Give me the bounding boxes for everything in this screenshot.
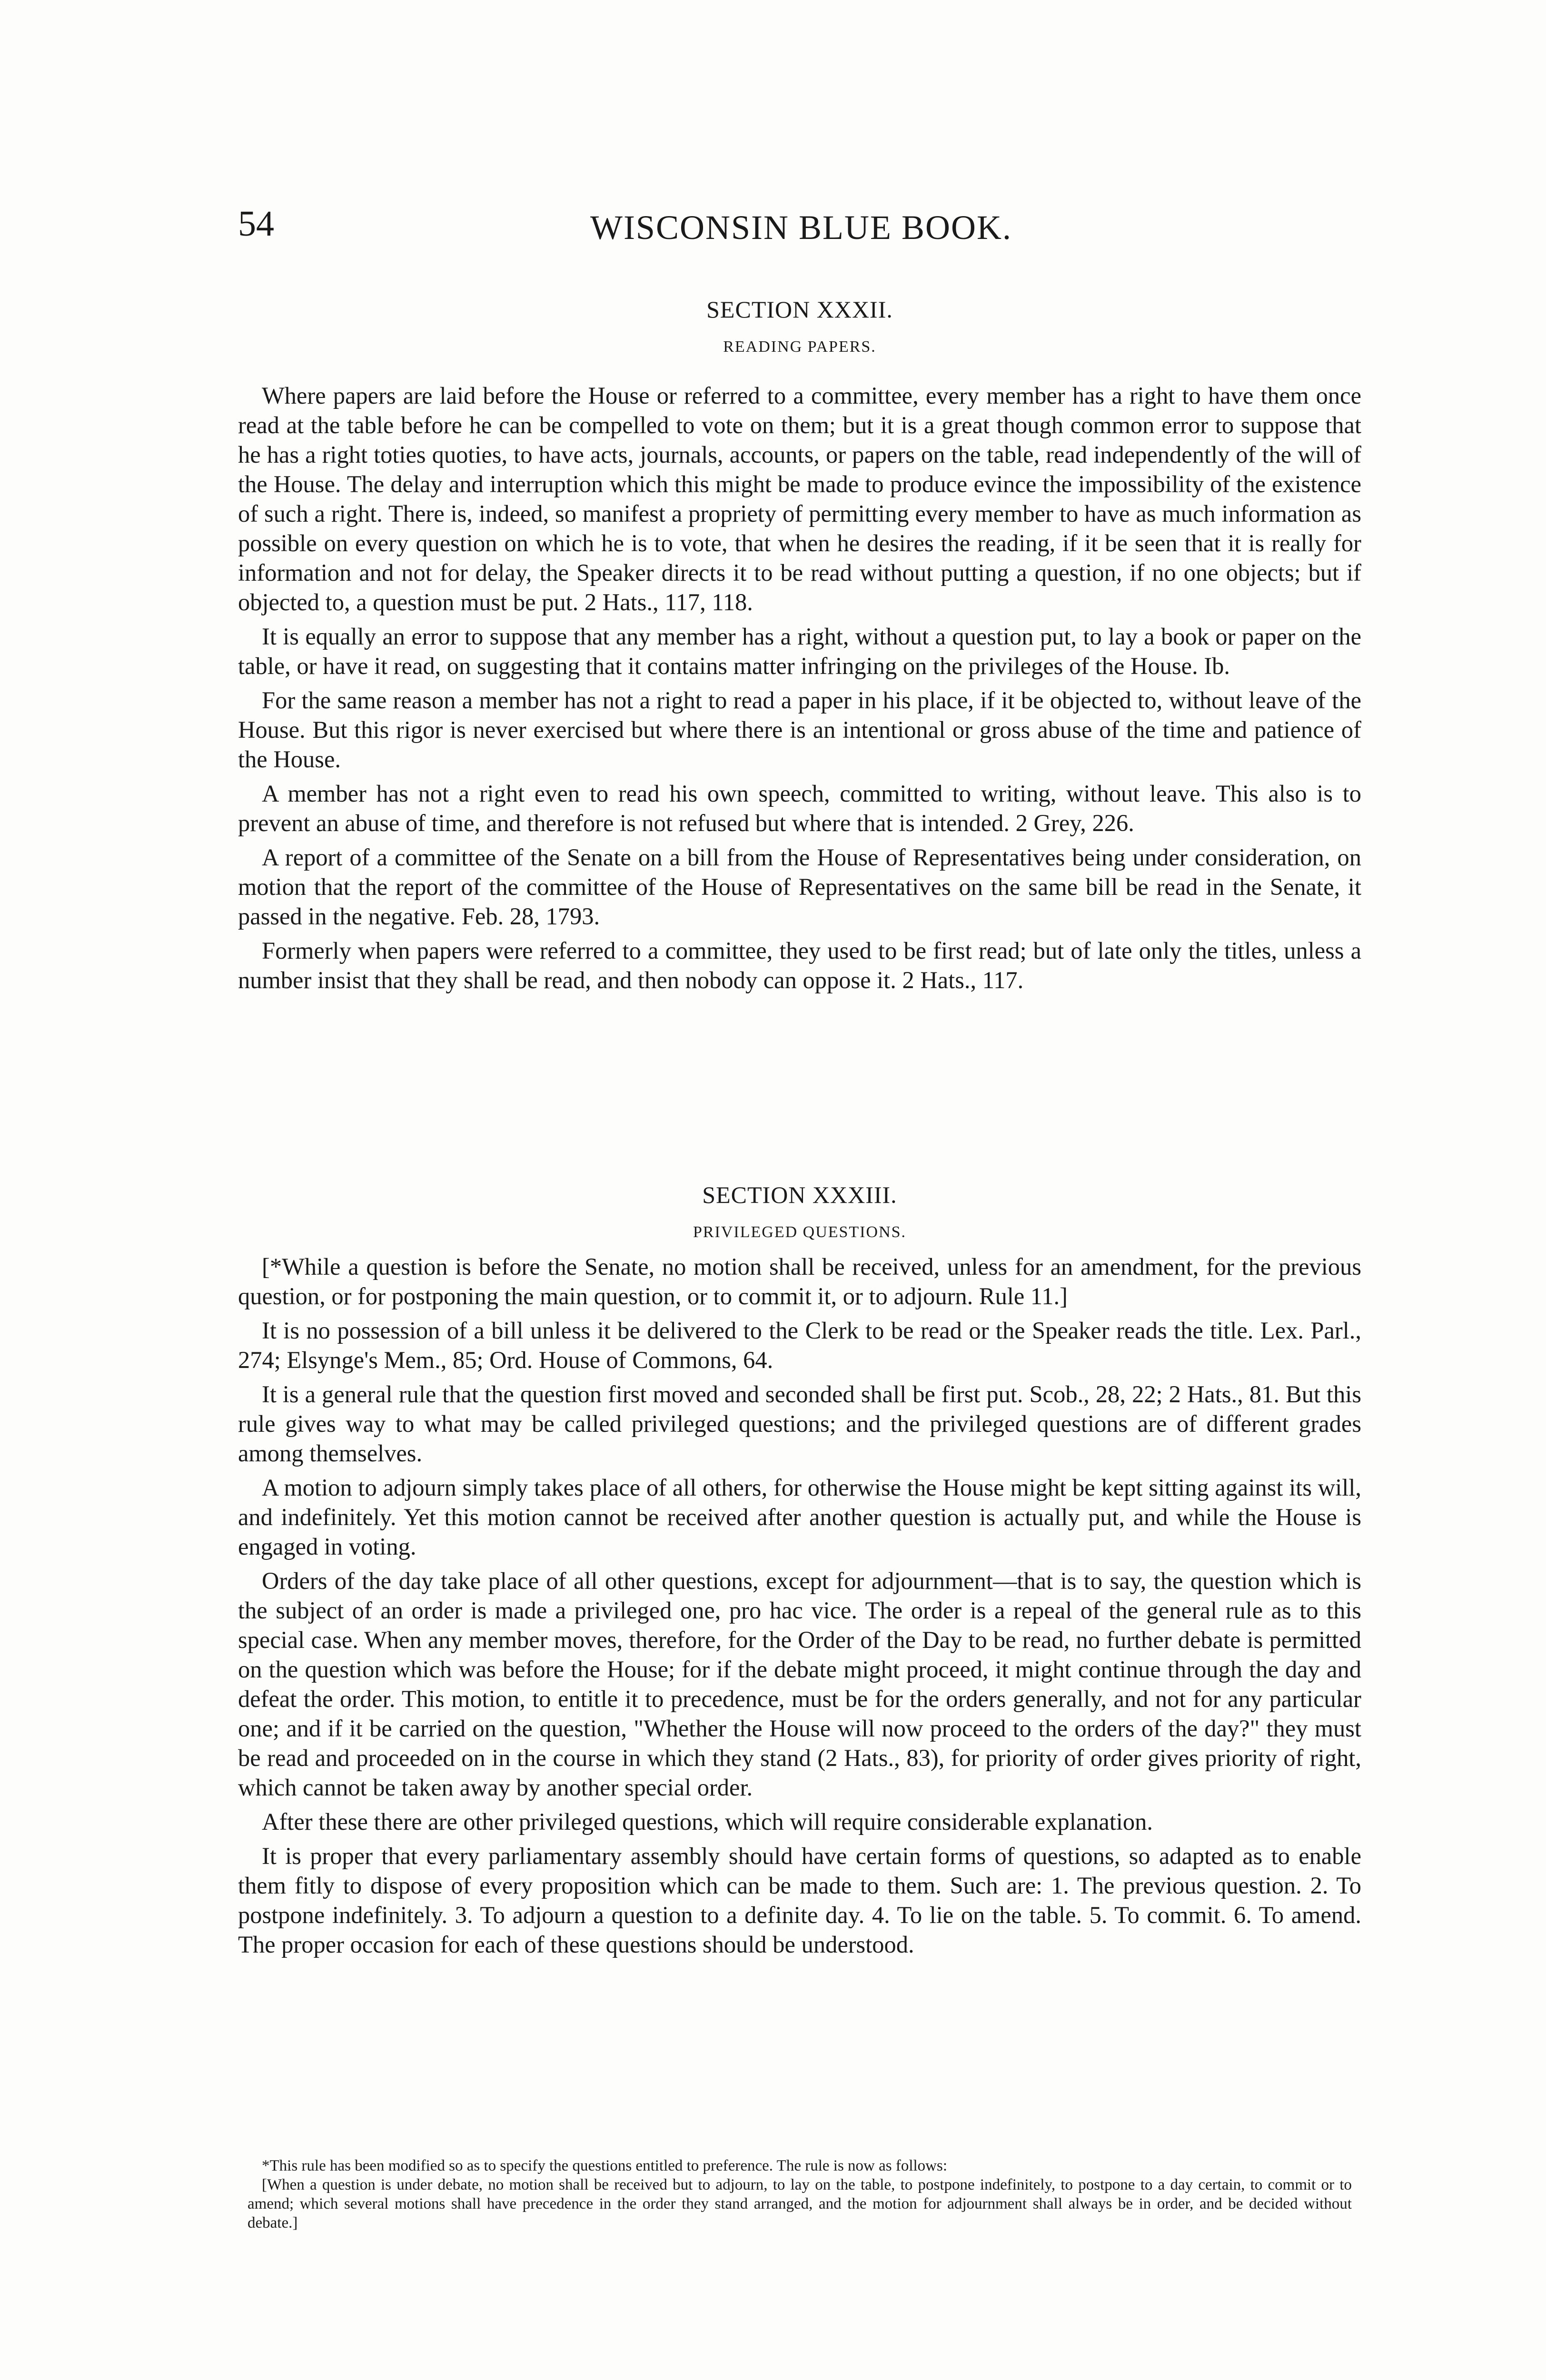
paragraph: Where papers are laid before the House or referred to a committee, every member has a right to have them once read at the table before he can be compelled to vote on them; but it is a great though common error to suppose that he has a right toties quoties, to have acts, journals, accounts, or papers on the table, read independently of the will of the House. The delay and interruption which this might be made to produce evince the impossibility of the existence of such a right. There is, indeed, so manifest a propriety of permitting every member to have as much information as possible on every question on which he is to vote, that when he desires the reading, if it be seen that it is really for information and not for delay, the Speaker directs it to be read without putting a question, if no one objects; but if objected to, a question must be put. 2 Hats., 117, 118. [238,382,1361,615]
section-xxxii [238,293,1361,361]
page-header [238,200,1380,252]
footnotes [248,2156,1352,2232]
paragraph: Formerly when papers were referred to a committee, they used to be first read; but of late only the titles, unless a number insist that they shall be read, and then nobody can oppose it. 2 Hats., 117. [238,937,1361,993]
section-xxxii-body [238,381,1361,995]
paragraph: After these there are other privileged questions, which will require considerable explanation. [262,1808,1153,1835]
section-subtitle: READING PAPERS. [723,338,876,356]
paragraph: Orders of the day take place of all other questions, except for adjournment—that is to say, the question which is the subject of an order is made a privileged one, pro hac vice. The order is a repeal of the general rule as to this special case. When any member moves, therefore, for the Order of the Day to be read, no further debate is permitted on the question which was before the House; for if the debate might proceed, it might continue through the day and defeat the order. This motion, to entitle it to precedence, must be for the orders generally, and not for any particular one; and if it be carried on the question, "Whether the House will now proceed to the orders of the day?" they must be read and proceeded on in the course in which they stand (2 Hats., 83), for priority of order gives priority of right, which cannot be taken away by another special order. [238,1567,1361,1801]
paragraph: It is a general rule that the question first moved and seconded shall be first put. Scob., 28, 22; 2 Hats., 81. But this rule gives way to what may be called privileged questions; and the privileged questions are of different grades among themselves. [238,1381,1361,1467]
footnote: *This rule has been modified so as to specify the questions entitled to preference. The rule is now as follows: [262,2157,948,2174]
paragraph: It is no possession of a bill unless it be delivered to the Clerk to be read or the Speaker reads the title. Lex. Parl., 274; Elsynge's Mem., 85; Ord. House of Commons, 64. [238,1317,1361,1373]
paragraph: A motion to adjourn simply takes place of all others, for otherwise the House might be kept sitting against its will, and indefinitely. Yet this motion cannot be received after another question is actually put, and while the House is engaged in voting. [238,1474,1361,1560]
running-head: WISCONSIN BLUE BOOK. [590,208,1012,247]
section-xxxiii-body [238,1252,1361,1959]
paragraph: A member has not a right even to read his own speech, committed to writing, without leave. This also is to prevent an abuse of time, and therefore is not refused but where that is intended. 2 Grey, 226. [238,780,1361,836]
section-subtitle: PRIVILEGED QUESTIONS. [693,1223,907,1241]
section-title: SECTION XXXIII. [702,1181,897,1208]
paragraph: A report of a committee of the Senate on a bill from the House of Representatives being under consideration, on motion that the report of the committee of the House of Representatives on the same bill be read in the Senate, it passed in the negative. Feb. 28, 1793. [238,844,1361,930]
section-xxxiii [238,1178,1361,1247]
footnote: [When a question is under debate, no motion shall be received but to adjourn, to lay on the table, to postpone indefinitely, to postpone to a day certain, to commit or to amend; which several motions shall have precedence in the order they stand arranged, and the motion for adjournment shall always be in order, and be decided without debate.] [248,2176,1352,2231]
paragraph: It is proper that every parliamentary assembly should have certain forms of questions, so adapted as to enable them fitly to dispose of every proposition which can be made to them. Such are: 1. The previous question. 2. To postpone indefinitely. 3. To adjourn a question to a definite day. 4. To lie on the table. 5. To commit. 6. To amend. The proper occasion for each of these questions should be understood. [238,1843,1361,1958]
page-number: 54 [238,204,274,244]
paragraph: It is equally an error to suppose that any member has a right, without a question put, to lay a book or paper on the table, or have it read, on suggesting that it contains matter infringing on the privileges of the House. Ib. [238,623,1361,679]
paragraph: For the same reason a member has not a right to read a paper in his place, if it be objected to, without leave of the House. But this rigor is never exercised but where there is an intentional or gross abuse of the time and patience of the House. [238,687,1361,773]
paragraph: [*While a question is before the Senate, no motion shall be received, unless for an amendment, for the previous question, or for postponing the main question, or to commit it, or to adjourn. Rule 11.] [238,1253,1361,1309]
section-title: SECTION XXXII. [706,296,893,323]
